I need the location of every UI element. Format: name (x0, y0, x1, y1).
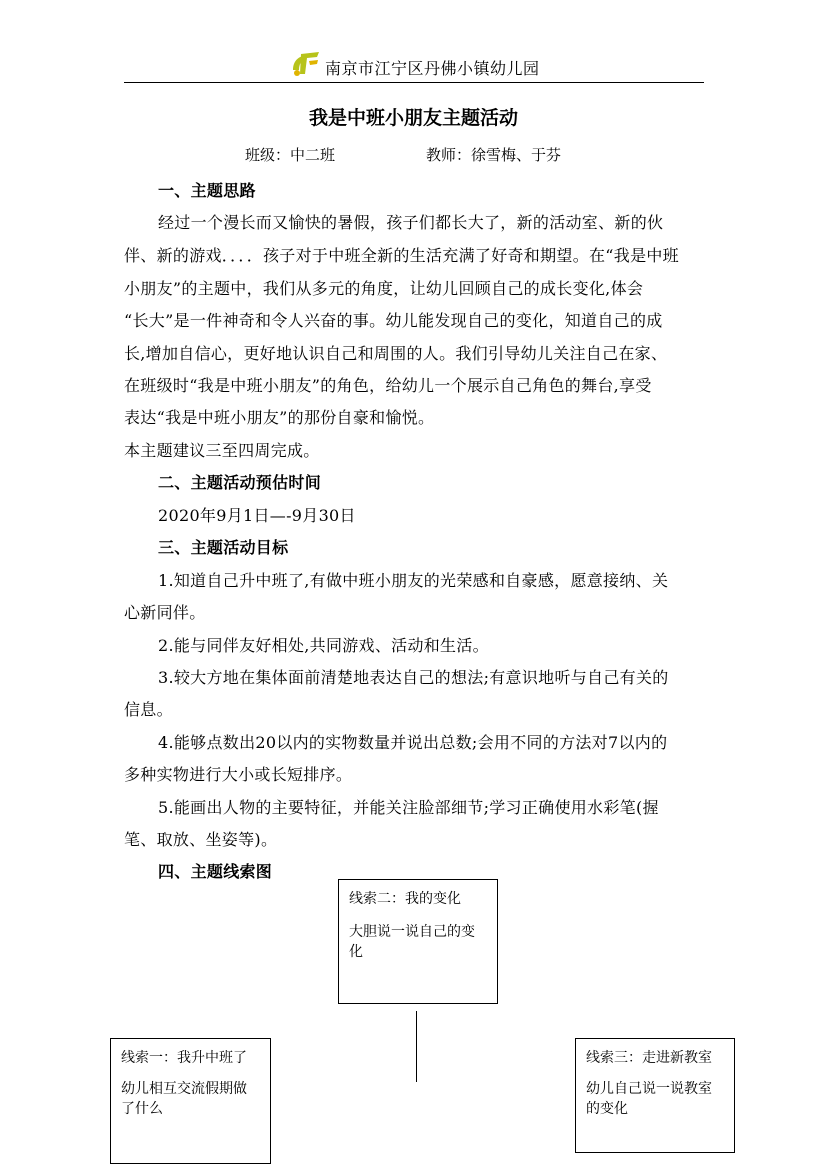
section-heading: 一、主题思路 (158, 181, 256, 200)
teacher-label: 教师：徐雪梅、于芬 (426, 146, 562, 164)
clue-title: 线索二：我的变化 (349, 891, 461, 907)
goal-line: 笔、取放、坐姿等)。 (124, 830, 278, 849)
section-heading: 二、主题活动预估时间 (158, 473, 322, 492)
page-header (124, 46, 704, 83)
class-label: 班级：中二班 (245, 146, 336, 164)
school-name: 南京市江宁区丹佛小镇幼儿园 (325, 59, 540, 78)
paragraph-line: 长,增加自信心，更好地认识自己和周围的人。我们引导幼儿关注自己在家、 (124, 344, 668, 363)
clue-title: 线索三：走进新教室 (586, 1050, 712, 1066)
paragraph-line: 表达“我是中班小朋友”的那份自豪和愉悦。 (124, 408, 435, 427)
section-heading: 四、主题线索图 (158, 862, 273, 881)
clue-box-3 (575, 1038, 735, 1153)
goal-line: 1.知道自己升中班了,有做中班小朋友的光荣感和自豪感，愿意接纳、关 (158, 571, 669, 590)
goal-line: 2.能与同伴友好相处,共同游戏、活动和生活。 (158, 636, 489, 655)
connector-line (416, 1011, 417, 1082)
goal-line: 信息。 (124, 700, 173, 719)
kindergarten-logo-icon (289, 48, 323, 78)
paragraph-line: 小朋友”的主题中，我们从多元的角度，让幼儿回顾自己的成长变化,体会 (124, 279, 644, 298)
clue-description: 幼儿相互交流假期做了什么 (121, 1081, 247, 1117)
clue-box-2 (338, 879, 498, 1004)
section-heading: 三、主题活动目标 (158, 538, 289, 557)
date-range: 2020年9月1日—-9月30日 (158, 506, 356, 525)
clue-box-1 (110, 1038, 271, 1164)
document-title: 我是中班小朋友主题活动 (308, 107, 518, 129)
paragraph-line: 经过一个漫长而又愉快的暑假，孩子们都长大了，新的活动室、新的伙 (158, 213, 664, 232)
goal-line: 4.能够点数出20以内的实物数量并说出总数;会用不同的方法对7以内的 (158, 733, 668, 752)
clue-title: 线索一：我升中班了 (121, 1050, 247, 1066)
clue-description: 幼儿自己说一说教室的变化 (586, 1081, 712, 1117)
paragraph-line: 伴、新的游戏．．．．孩子对于中班全新的生活充满了好奇和期望。在“我是中班 (124, 246, 679, 265)
goal-line: 5.能画出人物的主要特征，并能关注脸部细节;学习正确使用水彩笔(握 (158, 798, 659, 817)
paragraph-line: 本主题建议三至四周完成。 (124, 441, 320, 460)
goal-line: 心新同伴。 (124, 603, 206, 622)
clue-description: 大胆说一说自己的变化 (349, 924, 475, 960)
goal-line: 多种实物进行大小或长短排序。 (124, 765, 353, 784)
paragraph-line: “长大”是一件神奇和令人兴奋的事。幼儿能发现自己的变化，知道自己的成 (124, 311, 663, 330)
goal-line: 3.较大方地在集体面前清楚地表达自己的想法;有意识地听与自己有关的 (158, 668, 669, 687)
paragraph-line: 在班级时“我是中班小朋友”的角色，给幼儿一个展示自己角色的舞台,享受 (124, 376, 652, 395)
